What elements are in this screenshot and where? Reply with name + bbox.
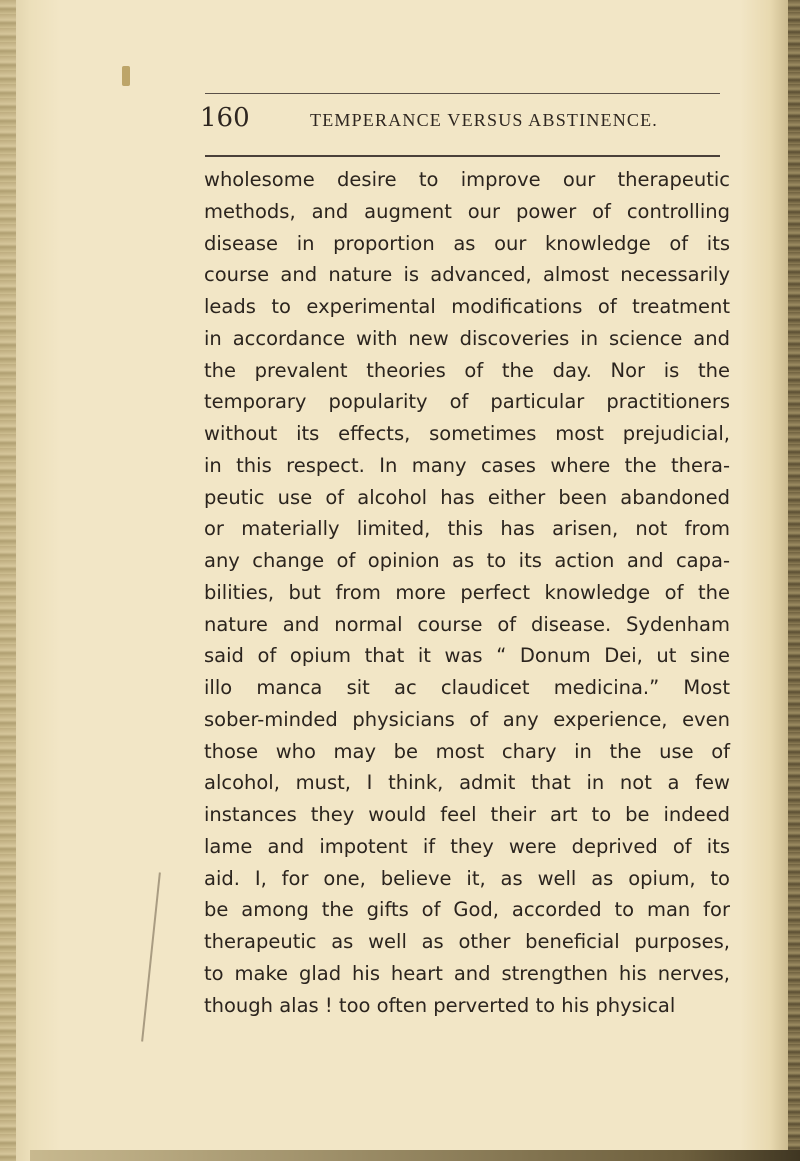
text-line: peutic use of alcohol has either been abandoned (204, 485, 730, 509)
text-line: lame and impotent if they were deprived of its (204, 834, 730, 858)
stain-mark (122, 66, 130, 86)
left-page-edge (0, 0, 16, 1161)
body-text (204, 164, 730, 1021)
text-line: leads to experimental modifications of treatment (204, 295, 730, 318)
text-line: in accordance with new discoveries in science and (204, 326, 730, 350)
running-head (200, 103, 730, 133)
text-line: wholesome desire to improve our therapeutic (204, 168, 730, 191)
pencil-mark (141, 872, 161, 1041)
text-line: any change of opinion as to its action and capa- (204, 549, 730, 572)
text-line: said of opium that it was “ Donum Dei, ut sine (204, 644, 730, 668)
text-line: though alas ! too often perverted to his physical (204, 993, 676, 1017)
text-line: be among the gifts of God, accorded to man for (204, 898, 730, 922)
right-page-edge (788, 0, 800, 1161)
header-rule-bottom (205, 155, 720, 157)
text-line: those who may be most chary in the use of (204, 739, 730, 763)
text-line: instances they would feel their art to be indeed (204, 803, 730, 826)
text-line: alcohol, must, I think, admit that in not a few (204, 771, 730, 795)
text-line: in this respect. In many cases where the thera- (204, 453, 730, 477)
text-line: nature and normal course of disease. Sydenham (204, 612, 730, 636)
text-line: course and nature is advanced, almost necessarily (204, 263, 730, 287)
text-line: the prevalent theories of the day. Nor is the (204, 358, 730, 382)
text-line: temporary popularity of particular practitioners (204, 390, 730, 414)
text-line: sober-minded physicians of any experience, even (204, 707, 730, 731)
page-number: 160 (200, 103, 250, 133)
text-line: without its effects, sometimes most prejudicial, (204, 422, 730, 445)
header-rule-top (205, 93, 720, 94)
text-line: or materially limited, this has arisen, not from (204, 517, 730, 541)
running-title: TEMPERANCE VERSUS ABSTINENCE. (310, 110, 659, 130)
text-line: methods, and augment our power of controlling (204, 199, 730, 223)
text-line: aid. I, for one, believe it, as well as opium, to (204, 866, 730, 890)
text-line: to make glad his heart and strengthen his nerves, (204, 961, 730, 985)
text-line: therapeutic as well as other beneficial purposes, (204, 930, 730, 953)
text-line: illo manca sit ac claudicet medicina.” Most (204, 676, 730, 699)
text-line: bilities, but from more perfect knowledge of the (204, 580, 730, 604)
bottom-page-edge (30, 1150, 800, 1161)
text-line: disease in proportion as our knowledge of its (204, 231, 730, 255)
